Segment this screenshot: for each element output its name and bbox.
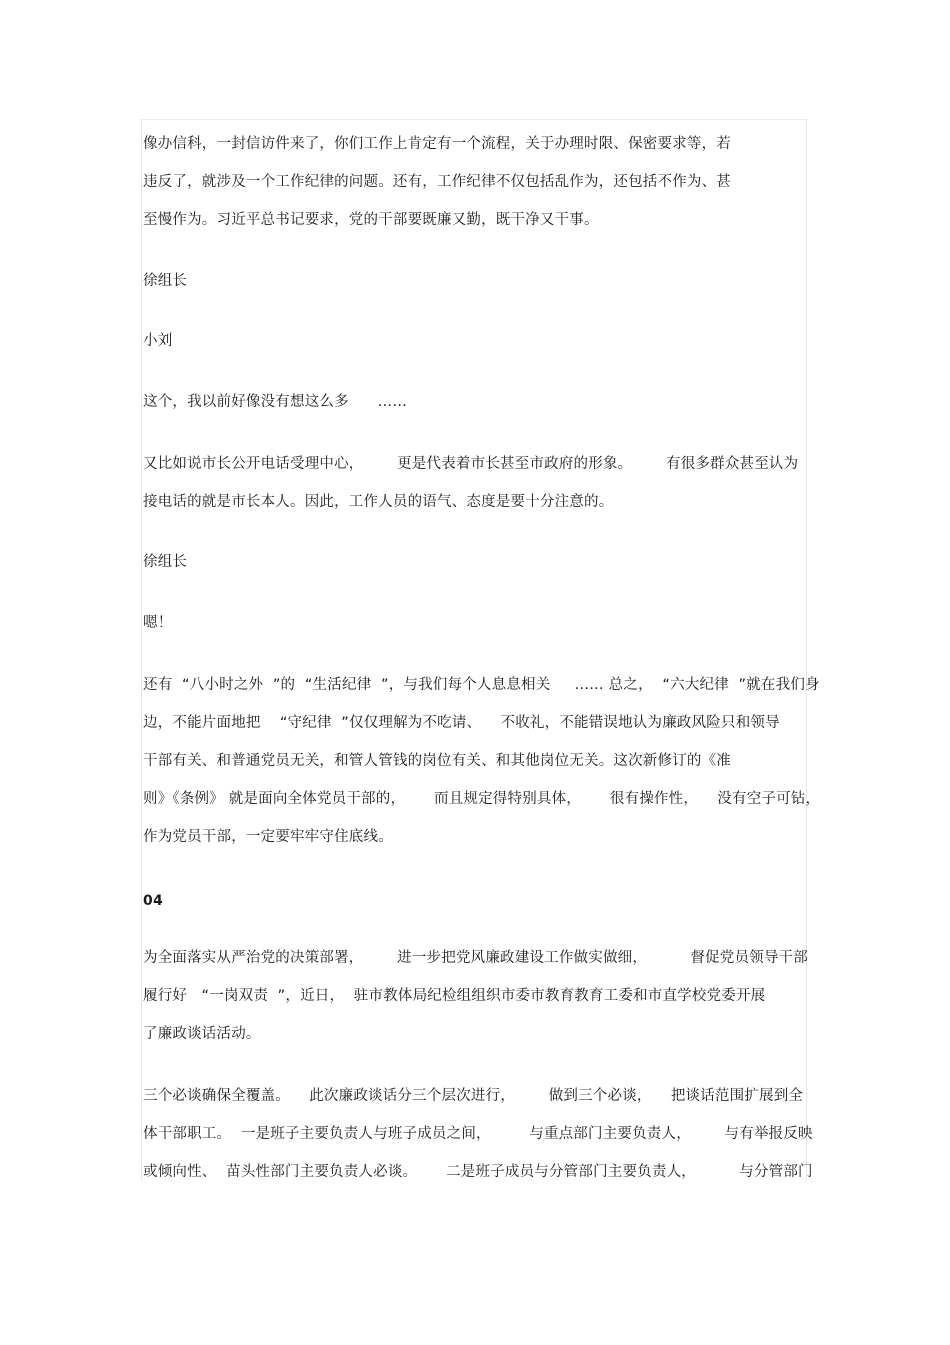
text-line: 则》《条例》 就是面向全体党员干部的， 而且规定得特别具体， 很有操作性， 没有空子可钻， <box>143 791 821 807</box>
speaker-label: 小刘 <box>143 333 173 349</box>
text-line: 体干部职工。 一是班子主要负责人与班子成员之间， 与重点部门主要负责人， 与有举报反映 <box>143 1126 813 1142</box>
text-line: 或倾向性、 苗头性部门主要负责人必谈。 二是班子成员与分管部门主要负责人， 与分管部门 <box>143 1164 813 1180</box>
text-line: 嗯！ <box>143 615 173 631</box>
text-line: 履行好 “一岗双责 ”，近日， 驻市教体局纪检组组织市委市教育教育工委和市直学校党委开展 <box>143 988 766 1004</box>
section-number: 04 <box>143 893 163 909</box>
text-line: 像办信科，一封信访件来了，你们工作上肯定有一个流程，关于办理时限、保密要求等，若 <box>143 136 731 152</box>
text-line: 这个，我以前好像没有想这么多 …… <box>143 394 408 410</box>
text-line: 又比如说市长公开电话受理中心， 更是代表着市长甚至市政府的形象。 有很多群众甚至认为 <box>143 456 799 472</box>
text-line: 接电话的就是市长本人。因此，工作人员的语气、态度是要十分注意的。 <box>143 494 614 510</box>
page-frame <box>141 119 807 1181</box>
speaker-label: 徐组长 <box>143 273 188 289</box>
text-line: 作为党员干部，一定要牢牢守住底线。 <box>143 829 393 845</box>
text-line: 边，不能片面地把 “守纪律 ”仅仅理解为不吃请、 不收礼，不能错误地认为廉政风险只和领导 <box>143 715 780 731</box>
text-line: 干部有关、和普通党员无关，和管人管钱的岗位有关、和其他岗位无关。这次新修订的《准 <box>143 753 731 769</box>
text-line: 三个必谈确保全覆盖。 此次廉政谈话分三个层次进行， 做到三个必谈， 把谈话范围扩展到全 <box>143 1088 804 1104</box>
text-line: 违反了，就涉及一个工作纪律的问题。还有，工作纪律不仅包括乱作为，还包括不作为、甚 <box>143 174 731 190</box>
text-line: 了廉政谈话活动。 <box>143 1026 261 1042</box>
text-line: 还有 “八小时之外 ”的 “生活纪律 ”，与我们每个人息息相关 …… 总之， “六大纪律 ”就在我们身 <box>143 677 820 693</box>
speaker-label: 徐组长 <box>143 554 188 570</box>
text-line: 为全面落实从严治党的决策部署， 进一步把党风廉政建设工作做实做细， 督促党员领导干部 <box>143 950 808 966</box>
text-line: 至慢作为。习近平总书记要求，党的干部要既廉又勤，既干净又干事。 <box>143 212 599 228</box>
